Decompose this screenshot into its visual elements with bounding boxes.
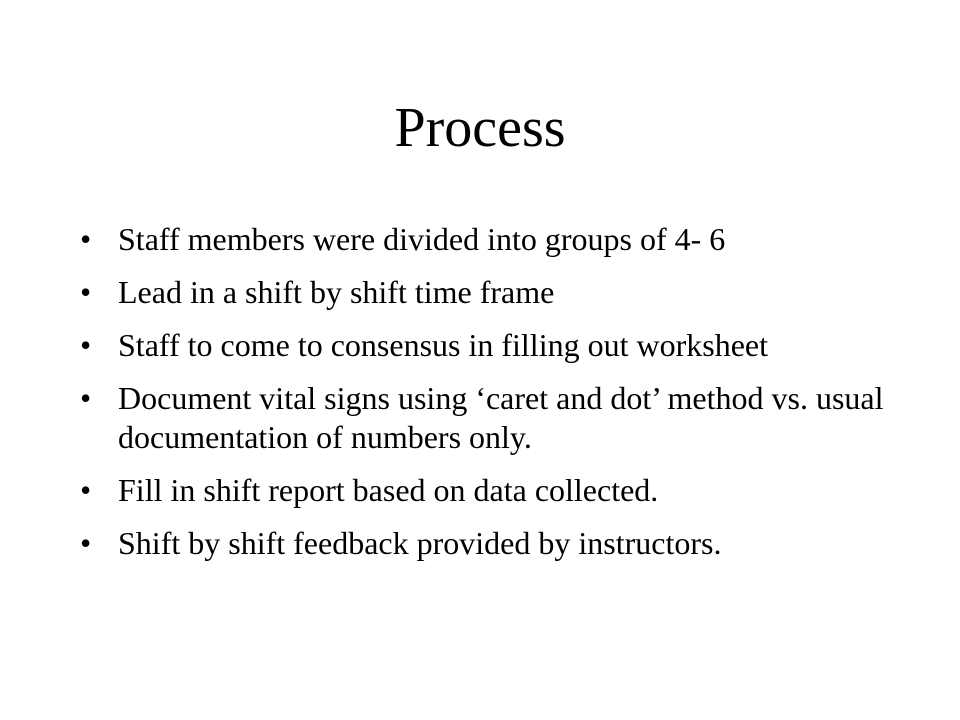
bullet-icon: • [80, 472, 92, 508]
bullet-item [80, 524, 900, 563]
bullet-item [80, 273, 900, 312]
bullet-item [80, 220, 900, 259]
bullet-item [80, 471, 900, 510]
bullet-icon: • [80, 525, 92, 561]
bullet-text: Lead in a shift by shift time frame [118, 274, 555, 310]
bullet-text: Document vital signs using ‘caret and dot’ method vs. usual documentation of numbers only. [118, 380, 884, 455]
bullet-text: Staff to come to consensus in filling out worksheet [118, 327, 768, 363]
bullet-icon: • [80, 380, 92, 416]
bullet-icon: • [80, 327, 92, 363]
bullet-list [80, 220, 900, 577]
bullet-icon: • [80, 221, 92, 257]
bullet-text: Staff members were divided into groups of 4- 6 [118, 221, 726, 257]
bullet-item [80, 379, 900, 457]
bullet-text: Shift by shift feedback provided by instructors. [118, 525, 722, 561]
bullet-icon: • [80, 274, 92, 310]
slide-title: Process [394, 97, 566, 159]
bullet-text: Fill in shift report based on data collected. [118, 472, 659, 508]
bullet-item [80, 326, 900, 365]
